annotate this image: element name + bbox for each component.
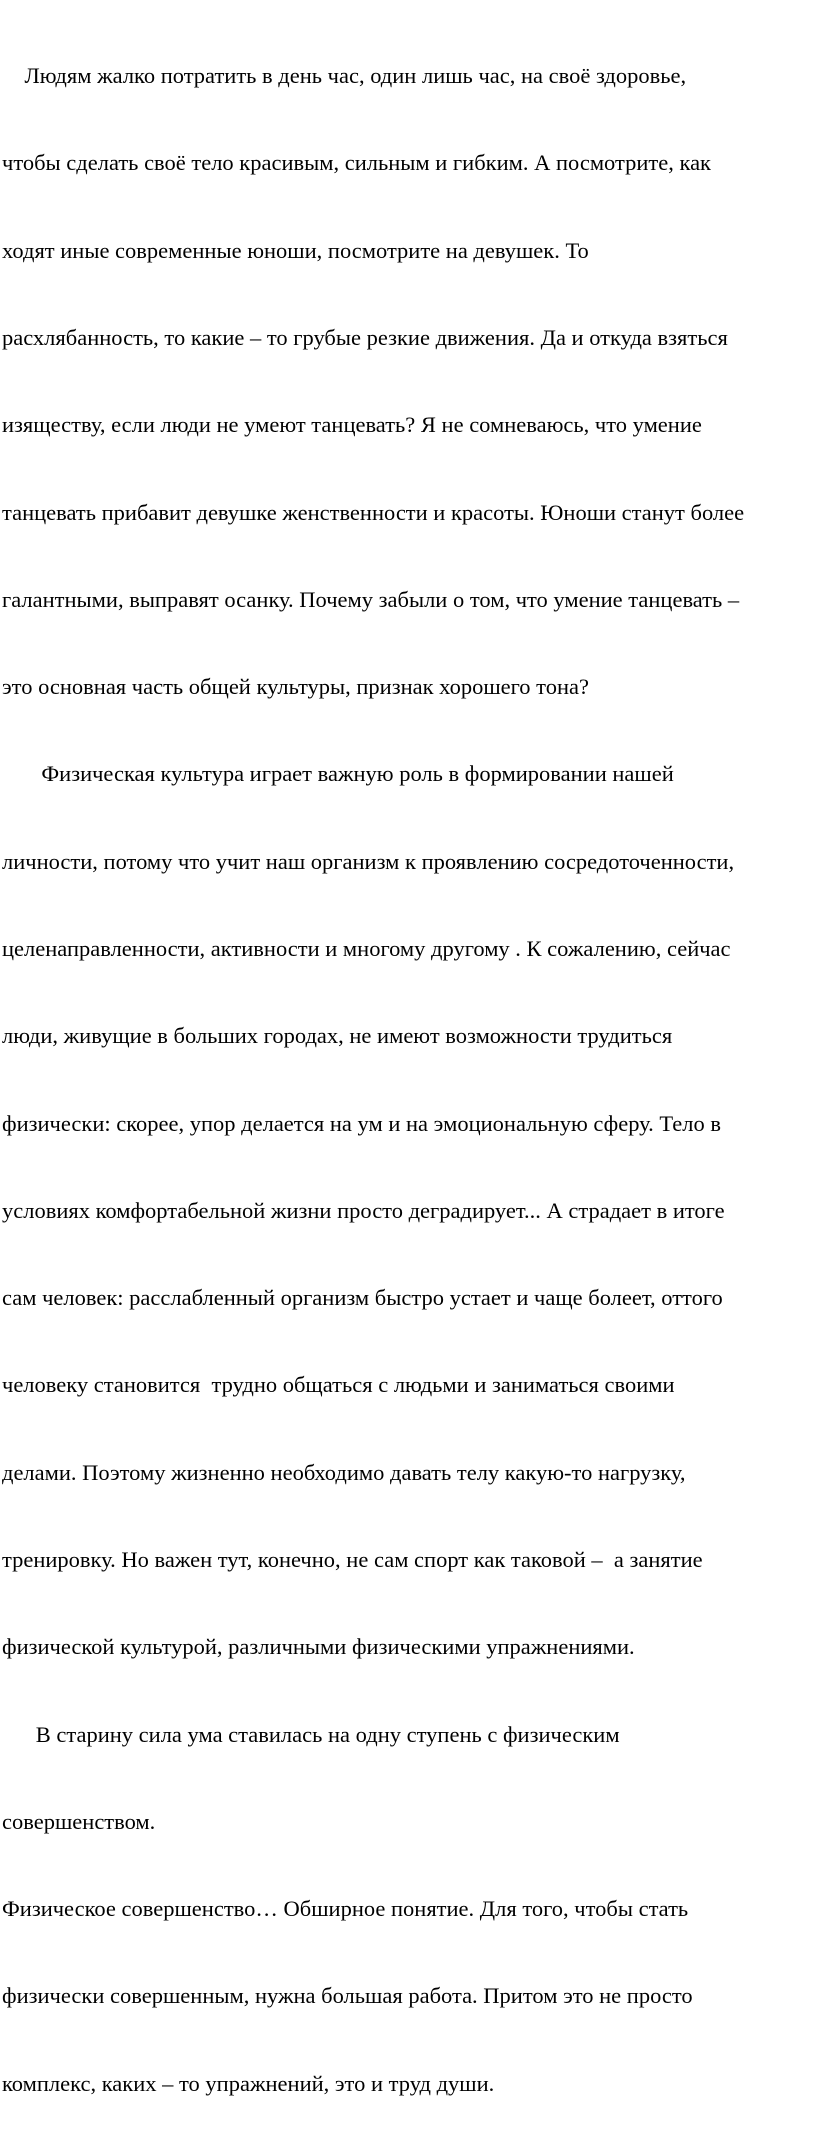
text-line: ходят иные современные юноши, посмотрите на девушек. То (2, 237, 589, 263)
text-line: танцевать прибавит девушке женственности и красоты. Юноши станут более (2, 499, 745, 525)
text-line: Физическое совершенство… Обширное понятие. Для того, чтобы стать (2, 1896, 689, 1922)
text-line: человеку становится трудно общаться с людьми и заниматься своими (2, 1372, 675, 1398)
text-line: целенаправленности, активности и многому другому . К сожалению, сейчас (2, 936, 731, 961)
document-text (2, 3, 814, 2156)
text-line: совершенством. (2, 1808, 156, 1834)
text-line: физически совершенным, нужна большая работа. Притом это не просто (2, 1983, 693, 2009)
text-line: тренировку. Но важен тут, конечно, не сам спорт как таковой – а занятие (2, 1546, 703, 1572)
text-line: изяществу, если люди не умеют танцевать? Я не сомневаюсь, что умение (2, 412, 702, 438)
text-line: чтобы сделать своё тело красивым, сильным и гибким. А посмотрите, как (2, 150, 711, 176)
text-line: расхлябанность, то какие – то грубые резкие движения. Да и откуда взяться (2, 325, 728, 351)
text-line: физически: скорее, упор делается на ум и на эмоциональную сферу. Тело в (2, 1110, 722, 1136)
text-line: делами. Поэтому жизненно необходимо давать телу какую-то нагрузку, (2, 1459, 686, 1485)
text-line: комплекс, каких – то упражнений, это и труд души. (2, 2070, 495, 2096)
text-line: это основная часть общей культуры, признак хорошего тона? (2, 674, 589, 700)
text-line: Людям жалко потратить в день час, один лишь час, на своё здоровье, (2, 63, 687, 89)
text-line: В старину сила ума ставилась на одну ступень с физическим (2, 1721, 620, 1747)
text-line: галантными, выправят осанку. Почему забыли о том, что умение танцевать – (2, 586, 740, 612)
text-line: Физическая культура играет важную роль в формировании нашей (2, 761, 674, 787)
text-line: сам человек: расслабленный организм быстро устает и чаще болеет, оттого (2, 1285, 723, 1311)
text-line: физической культурой, различными физическими упражнениями. (2, 1634, 635, 1660)
text-line: личности, потому что учит наш организм к проявлению сосредоточенности, (2, 848, 735, 874)
text-line: люди, живущие в больших городах, не имеют возможности трудиться (2, 1023, 673, 1049)
text-line: условиях комфортабельной жизни просто деградирует... А страдает в итоге (2, 1197, 725, 1223)
